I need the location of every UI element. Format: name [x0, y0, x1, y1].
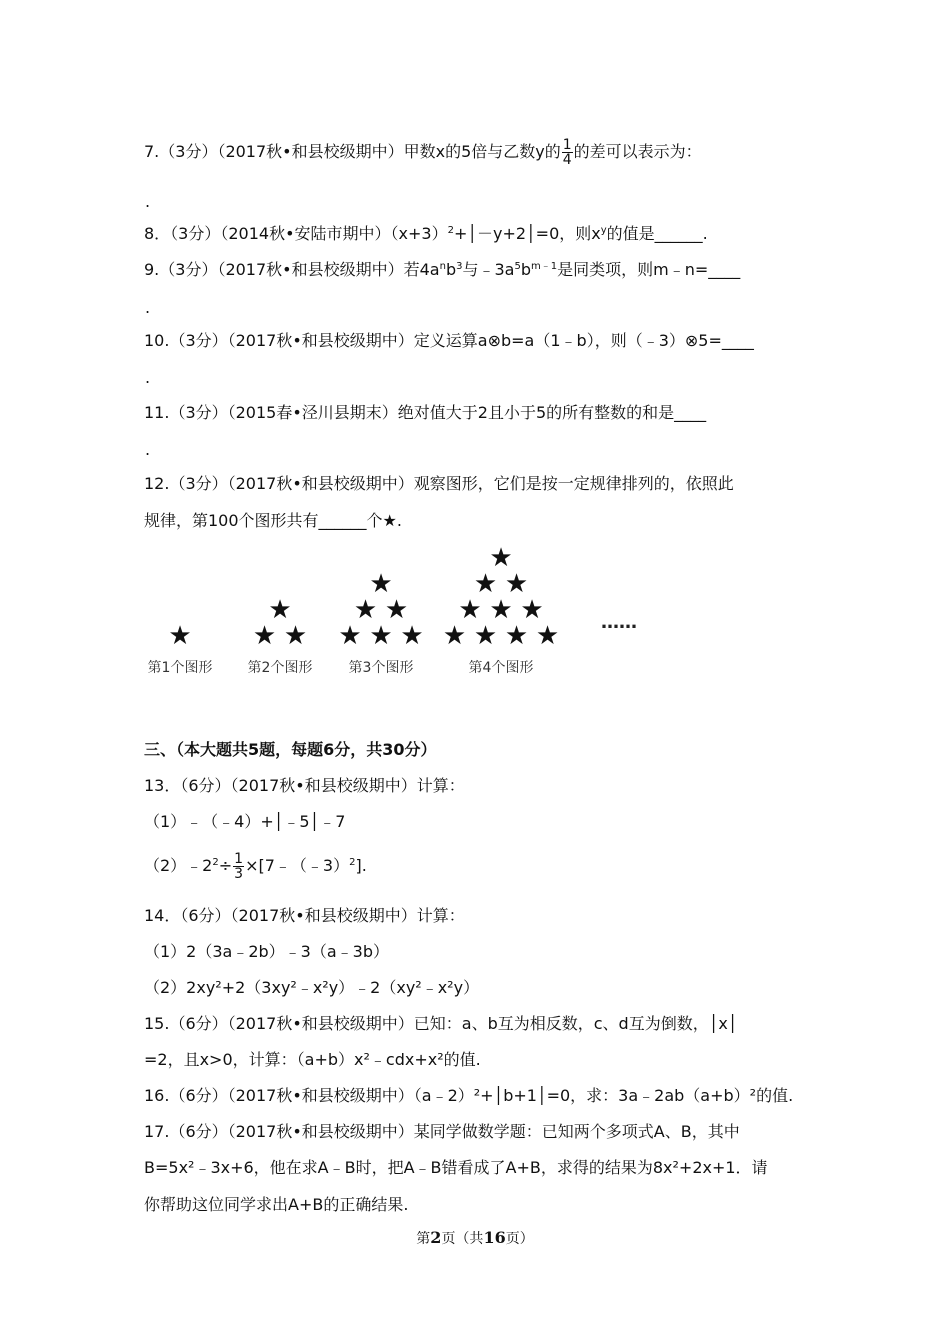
- star-icon: ★: [535, 621, 560, 651]
- question-7: [144, 138, 702, 167]
- question-15-line1: 15.（6分）（2017秋•和县校级期中）已知：a、b互为相反数，c、d互为倒数，│x│: [144, 1014, 738, 1033]
- star-icon: ★: [489, 543, 513, 573]
- fraction-one-quarter: [562, 138, 573, 167]
- q9-sup-m1: m﹣1: [531, 261, 558, 272]
- caption-figure-1: 第1个图形: [147, 660, 213, 676]
- q13-p2-post-a: ×[7﹣（﹣3）: [245, 856, 350, 875]
- star-icon: ★: [504, 569, 529, 599]
- q7-trailing-dot: .: [145, 192, 151, 211]
- q8-sup1: 2: [447, 225, 454, 236]
- question-13-stem: 13．（6分）（2017秋•和县校级期中）计算：: [144, 776, 465, 795]
- q9-trailing-dot: .: [145, 298, 151, 317]
- q13-p2-post-b: ].: [355, 856, 367, 875]
- q13-p2-sup: 2: [212, 857, 219, 868]
- star-icon: ★: [442, 621, 467, 651]
- star-icon: ★: [400, 621, 424, 651]
- star-icon: ★: [473, 621, 498, 651]
- question-13-part2: [144, 852, 367, 881]
- question-12-line2: 规律，第100个图形共有______个★.: [144, 511, 402, 530]
- star-icon: ★: [353, 595, 378, 625]
- question-16: 16.（6分）（2017秋•和县校级期中）（a﹣2）²+│b+1│=0，求：3a﹣2ab（a+b）²的值.: [144, 1086, 794, 1105]
- fraction-one-third: [233, 852, 244, 881]
- q7-text-before: 7.（3分）（2017秋•和县校级期中）甲数x的5倍与乙数y的: [144, 142, 561, 161]
- footer-mid: 页（共: [441, 1231, 484, 1247]
- star-icon: ★: [268, 595, 292, 625]
- star-icon: ★: [369, 621, 393, 651]
- question-14-part1: （1）2（3a﹣2b）﹣3（a﹣3b）: [144, 942, 390, 961]
- q10-trailing-dot: .: [145, 368, 151, 387]
- question-8: [144, 224, 708, 244]
- q8-sup2: y: [600, 225, 607, 236]
- q9-sup-5: 5: [514, 261, 521, 272]
- star-icon: ★: [473, 569, 498, 599]
- caption-figure-2: 第2个图形: [247, 660, 313, 676]
- q9-post: 是同类项，则m﹣n=____: [557, 260, 741, 279]
- question-17-line2: B=5x²﹣3x+6，他在求A﹣B时，把A﹣B错看成了A+B，求得的结果为8x²+2x+1．请: [144, 1158, 768, 1177]
- total-pages: 16: [483, 1228, 506, 1247]
- q8-post: 的值是______.: [606, 224, 708, 243]
- star-icon: ★: [252, 621, 277, 651]
- caption-figure-3: 第3个图形: [348, 660, 414, 676]
- star-icon: ★: [369, 569, 393, 599]
- star-icon: ★: [504, 621, 529, 651]
- q13-p2-sup2: 2: [349, 857, 356, 868]
- q8-mid: +│－y+2│=0，则x: [453, 224, 601, 243]
- star-icon: ★: [489, 595, 513, 625]
- q13-p2-pre: （2）﹣2: [144, 856, 213, 875]
- star-pattern-svg: [140, 540, 660, 690]
- q9-pre: 9.（3分）（2017秋•和县校级期中）若4a: [144, 260, 440, 279]
- star-icon: ★: [384, 595, 409, 625]
- q11-trailing-dot: .: [145, 440, 151, 459]
- caption-figure-4: 第4个图形: [468, 660, 534, 676]
- section-3-title: 三、（本大题共5题，每题6分，共30分）: [144, 740, 437, 759]
- question-13-part1: （1）﹣（﹣4）+│﹣5│﹣7: [144, 812, 346, 831]
- frac-numerator: 1: [234, 851, 244, 867]
- star-icon: ★: [520, 595, 544, 625]
- page-footer: [0, 1228, 950, 1248]
- frac-numerator: 1: [562, 137, 572, 153]
- question-15-line2: =2，且x>0，计算：（a+b）x²﹣cdx+x²的值.: [144, 1050, 481, 1069]
- frac-denominator: 3: [234, 866, 244, 882]
- question-14-stem: 14．（6分）（2017秋•和县校级期中）计算：: [144, 906, 465, 925]
- q9-b2: b: [520, 260, 531, 279]
- question-17-line1: 17.（6分）（2017秋•和县校级期中）某同学做数学题：已知两个多项式A、B，其中: [144, 1122, 740, 1141]
- ellipsis-more: ……: [601, 612, 637, 633]
- question-10: 10.（3分）（2017秋•和县校级期中）定义运算a⊗b=a（1﹣b），则（﹣3）⊗5=____: [144, 331, 754, 350]
- footer-pre: 第: [416, 1231, 431, 1247]
- question-17-line3: 你帮助这位同学求出A+B的正确结果.: [144, 1195, 409, 1214]
- question-9: [144, 260, 740, 280]
- star-icon: ★: [168, 621, 192, 651]
- frac-denominator: 4: [562, 152, 572, 168]
- q13-p2-div: ÷: [218, 856, 233, 875]
- star-icon: ★: [338, 621, 362, 651]
- star-pattern-figure: [140, 540, 660, 690]
- footer-post: 页）: [505, 1231, 534, 1247]
- q9-sup-n: n: [439, 261, 446, 272]
- page-number: 2: [430, 1228, 442, 1247]
- question-14-part2: （2）2xy²+2（3xy²﹣x²y）﹣2（xy²﹣x²y）: [144, 978, 480, 997]
- q9-sup-3: 3: [456, 261, 463, 272]
- star-icon: ★: [458, 595, 482, 625]
- star-icon: ★: [283, 621, 308, 651]
- q9-mid: 与﹣3a: [462, 260, 515, 279]
- question-12-line1: 12.（3分）（2017秋•和县校级期中）观察图形，它们是按一定规律排列的，依照此: [144, 474, 734, 493]
- q9-b: b: [445, 260, 457, 279]
- q7-text-after: 的差可以表示为：: [573, 142, 702, 161]
- stars-group: [168, 543, 559, 651]
- question-11: 11.（3分）（2015春•泾川县期末）绝对值大于2且小于5的所有整数的和是____: [144, 403, 707, 422]
- q8-pre: 8．（3分）（2014秋•安陆市期中）（x+3）: [144, 224, 448, 243]
